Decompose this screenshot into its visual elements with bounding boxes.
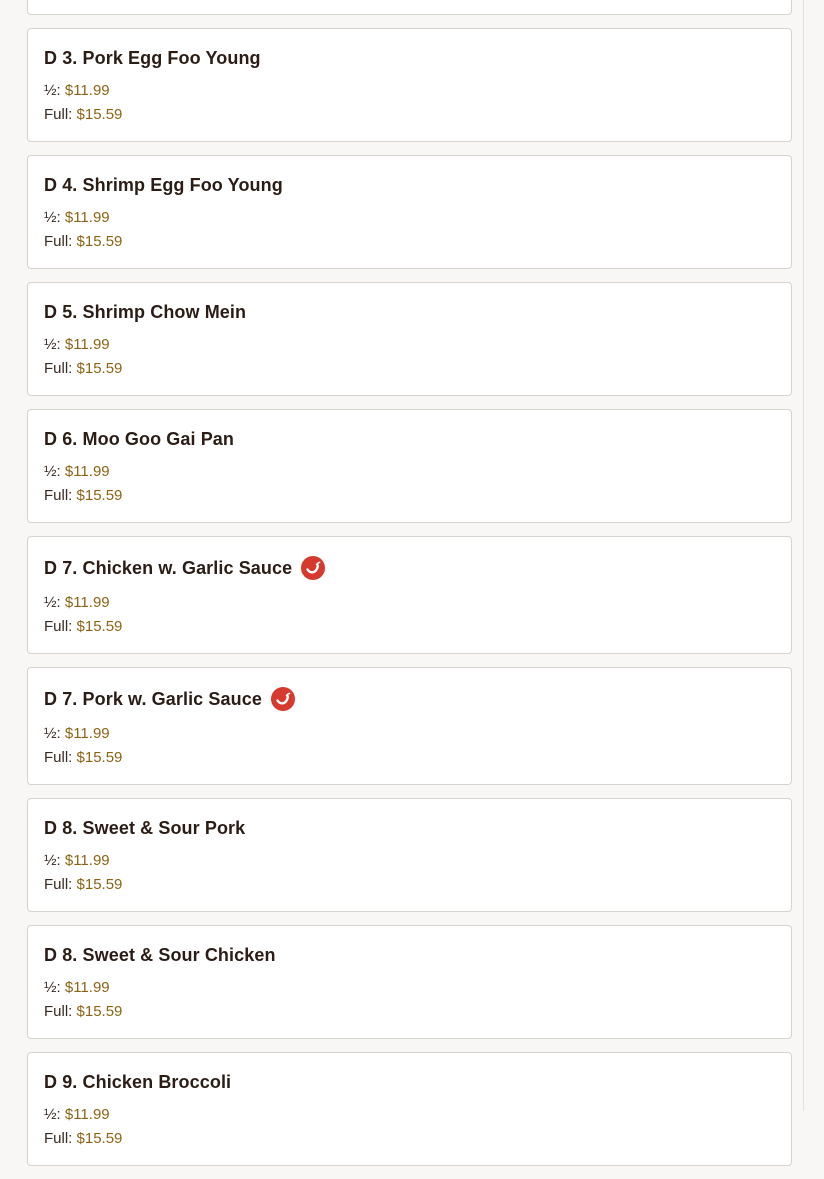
menu-item-card[interactable]	[27, 667, 792, 785]
half-price-label: ½:	[44, 463, 61, 480]
menu-item-prices	[44, 722, 775, 770]
menu-item-title-row	[44, 299, 775, 325]
half-price-value: $11.99	[64, 209, 110, 226]
half-price-value: $11.99	[64, 82, 110, 99]
full-price-label: Full:	[44, 876, 73, 893]
half-price-label: ½:	[44, 1106, 61, 1123]
full-price-line	[44, 230, 775, 254]
half-price-value: $11.99	[64, 594, 110, 611]
half-price-value: $11.99	[64, 336, 110, 353]
menu-item-title-row	[44, 684, 775, 714]
menu-item-title-row	[44, 942, 775, 968]
menu-item-name: D 9. Chicken Broccoli	[44, 1071, 232, 1092]
menu-item-name: D 6. Moo Goo Gai Pan	[44, 428, 235, 449]
full-price-value: $15.59	[76, 1003, 123, 1020]
menu-item-title-row	[44, 426, 775, 452]
full-price-line	[44, 873, 775, 897]
half-price-value: $11.99	[64, 1106, 110, 1123]
menu-item-name: D 7. Chicken w. Garlic Sauce	[44, 557, 293, 578]
menu-item-prices	[44, 206, 775, 254]
full-price-label: Full:	[44, 233, 73, 250]
full-price-line	[44, 746, 775, 770]
half-price-label: ½:	[44, 336, 61, 353]
half-price-value: $11.99	[64, 979, 110, 996]
full-price-line	[44, 484, 775, 508]
half-price-line	[44, 591, 775, 615]
full-price-line	[44, 357, 775, 381]
half-price-value: $11.99	[64, 463, 110, 480]
full-price-value: $15.59	[76, 360, 123, 377]
full-price-label: Full:	[44, 360, 73, 377]
half-price-line	[44, 849, 775, 873]
full-price-line	[44, 103, 775, 127]
menu-item-list	[27, 0, 792, 1179]
full-price-value: $15.59	[76, 618, 123, 635]
half-price-value: $11.99	[64, 725, 110, 742]
half-price-label: ½:	[44, 594, 61, 611]
full-price-value: $15.59	[76, 749, 123, 766]
menu-item-name: D 8. Sweet & Sour Chicken	[44, 944, 276, 965]
full-price-value: $15.59	[76, 1130, 123, 1147]
full-price-value: $15.59	[76, 233, 123, 250]
half-price-label: ½:	[44, 725, 61, 742]
full-price-line	[44, 615, 775, 639]
menu-item-prices	[44, 849, 775, 897]
menu-item-card[interactable]	[27, 536, 792, 654]
half-price-line	[44, 1103, 775, 1127]
half-price-line	[44, 976, 775, 1000]
menu-item-prices	[44, 976, 775, 1024]
half-price-label: ½:	[44, 209, 61, 226]
menu-item-card[interactable]	[27, 409, 792, 523]
menu-item-name: D 5. Shrimp Chow Mein	[44, 301, 247, 322]
full-price-label: Full:	[44, 1003, 73, 1020]
menu-item-card[interactable]	[27, 28, 792, 142]
chili-pepper-icon	[301, 556, 325, 580]
menu-item-card[interactable]	[27, 925, 792, 1039]
menu-item-prices	[44, 460, 775, 508]
half-price-label: ½:	[44, 852, 61, 869]
menu-item-card-partial[interactable]	[27, 0, 792, 15]
menu-item-prices	[44, 1103, 775, 1151]
full-price-line	[44, 1127, 775, 1151]
half-price-label: ½:	[44, 82, 61, 99]
full-price-label: Full:	[44, 749, 73, 766]
menu-item-title-row	[44, 815, 775, 841]
menu-item-name: D 8. Sweet & Sour Pork	[44, 817, 246, 838]
menu-item-card[interactable]	[27, 798, 792, 912]
full-price-value: $15.59	[76, 487, 123, 504]
half-price-line	[44, 722, 775, 746]
half-price-line	[44, 79, 775, 103]
menu-item-prices	[44, 333, 775, 381]
full-price-value: $15.59	[76, 106, 123, 123]
half-price-line	[44, 333, 775, 357]
half-price-line	[44, 206, 775, 230]
full-price-label: Full:	[44, 1130, 73, 1147]
menu-item-title-row	[44, 553, 775, 583]
menu-item-prices	[44, 591, 775, 639]
full-price-label: Full:	[44, 106, 73, 123]
half-price-label: ½:	[44, 979, 61, 996]
half-price-value: $11.99	[64, 852, 110, 869]
half-price-line	[44, 460, 775, 484]
menu-item-title-row	[44, 45, 775, 71]
full-price-label: Full:	[44, 618, 73, 635]
menu-item-name: D 4. Shrimp Egg Foo Young	[44, 174, 283, 195]
chili-pepper-icon	[271, 687, 295, 711]
menu-item-title-row	[44, 1069, 775, 1095]
menu-item-prices	[44, 79, 775, 127]
menu-item-card[interactable]	[27, 1052, 792, 1166]
full-price-value: $15.59	[76, 876, 123, 893]
menu-item-title-row	[44, 172, 775, 198]
full-price-line	[44, 1000, 775, 1024]
menu-item-card[interactable]	[27, 155, 792, 269]
menu-item-name: D 3. Pork Egg Foo Young	[44, 47, 261, 68]
full-price-label: Full:	[44, 487, 73, 504]
menu-item-name: D 7. Pork w. Garlic Sauce	[44, 688, 262, 709]
menu-item-card[interactable]	[27, 282, 792, 396]
